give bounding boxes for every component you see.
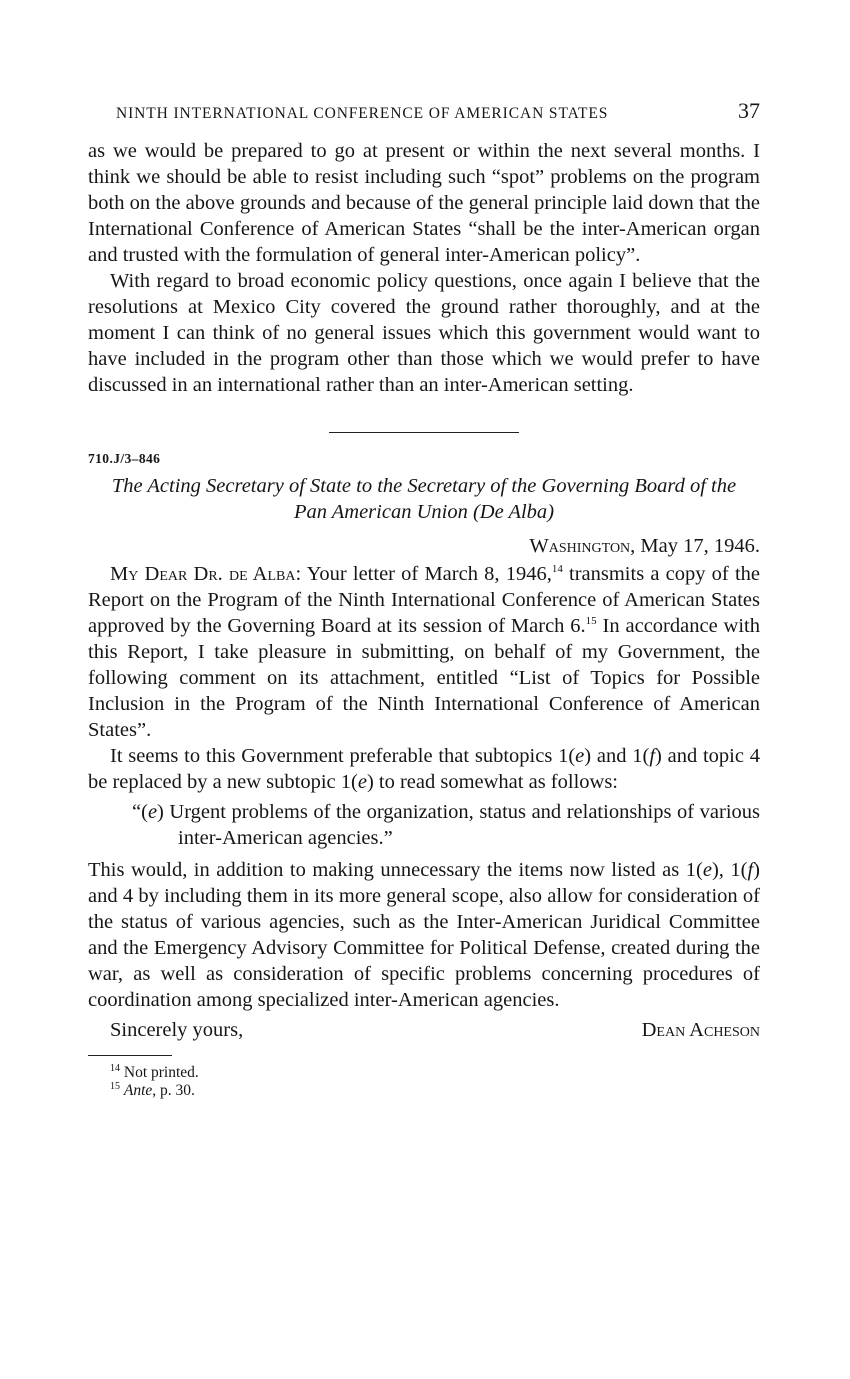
title-close: ) xyxy=(547,501,555,523)
subtopic-letter: f xyxy=(649,745,656,767)
footnote-rule xyxy=(88,1055,172,1056)
continuation-paragraph-1: as we would be prepared to go at present or within the next several months. I think we should be able to resist including such “spot” problems on the program both on the above grounds and because of the general principle laid down that the International Conference of American States “shall be the inter-American organ and trusted with the formulation of general inter-American policy”. xyxy=(88,140,760,266)
letter-text: transmits a copy of the Report on the Program of the Ninth International Conference of American States approved by the Governing Board at its session of March 6. xyxy=(88,563,760,637)
document-title xyxy=(88,473,760,525)
footnote-text: Not printed. xyxy=(120,1064,199,1081)
running-head xyxy=(88,98,760,124)
subtopic-letter: e xyxy=(147,801,158,823)
running-title: NINTH INTERNATIONAL CONFERENCE OF AMERICAN STATES xyxy=(116,105,609,122)
footnote-number: 15 xyxy=(110,1080,120,1092)
file-number: 710.J/3–846 xyxy=(88,451,161,466)
letter-text: In accordance with this Report, I take pleasure in submitting, on behalf of my Government, the following comment on its attachment, entitled “List of Topics for Possible Inclusion in the Program of the Ninth International Conference of American States”. xyxy=(88,615,760,741)
continuation-paragraph-2: With regard to broad economic policy questions, once again I believe that the resolutions at Mexico City covered the ground rather thoroughly, and at the moment I can think of no general issues which this government would want to have included in the program other than those which we would prefer to have discussed in an international rather than an inter-American setting. xyxy=(88,270,760,396)
signature: Dean Acheson xyxy=(641,1019,760,1041)
subtopic-letter: e xyxy=(575,745,585,767)
letter-text: It seems to this Government preferable that subtopics 1( xyxy=(110,745,576,767)
footnotes xyxy=(88,1064,760,1100)
letter-text: ) and 1( xyxy=(584,745,650,767)
title-name: De Alba xyxy=(479,501,548,523)
letter-text: ) and 4 by including them in its more general scope, also allow for consideration of the status of various agencies, such as the Inter-American Juridical Committee and the Emergency Advisory Committee for Political Defense, created during the war, as well as consideration of specific problems concerning procedures of coordination among specialized inter-American agencies. xyxy=(88,859,760,1011)
section-divider xyxy=(329,432,519,433)
footnote-text: , p. 30. xyxy=(152,1082,195,1099)
letter-text: This would, in addition to making unnecessary the items now listed as 1( xyxy=(88,859,703,881)
letter-text: : Your letter of March 8, 1946, xyxy=(295,563,552,585)
letter-text: ) and topic 4 be replaced by a new subtopic 1( xyxy=(88,745,760,793)
complimentary-close: Sincerely yours, xyxy=(110,1019,244,1041)
title-text: The Acting Secretary of State to the Secretary of the Governing Board of the Pan American Union ( xyxy=(111,475,737,523)
quote-text: ) Urgent problems of the organization, status and relationships of various inter-American agencies.” xyxy=(157,801,760,849)
dateline-place: Washington xyxy=(529,535,631,557)
footnote-14 xyxy=(110,1064,760,1082)
letter-text: ) to read somewhat as follows: xyxy=(366,771,619,793)
letter-paragraph-2 xyxy=(88,743,760,795)
subtopic-letter: e xyxy=(357,771,367,793)
dateline xyxy=(88,533,760,559)
letter-paragraph-3 xyxy=(88,857,760,1013)
subtopic-letter: e xyxy=(702,859,712,881)
subtopic-letter: f xyxy=(747,859,754,881)
footnote-number: 14 xyxy=(110,1062,120,1074)
document-page xyxy=(88,98,760,1100)
page-number: 37 xyxy=(738,98,760,123)
letter-closing xyxy=(88,1017,760,1043)
dateline-date: , May 17, 1946. xyxy=(630,535,760,557)
quote-open: “( xyxy=(132,801,148,823)
letter-paragraph-1 xyxy=(88,561,760,743)
footnote-ref-15: 15 xyxy=(585,615,597,628)
footnote-italic: Ante xyxy=(123,1082,153,1099)
salutation: My Dear Dr. de Alba xyxy=(110,563,296,585)
footnote-15 xyxy=(110,1082,760,1100)
proposed-subtopic-quote xyxy=(132,799,760,851)
letter-text: ), 1( xyxy=(711,859,748,881)
footnote-ref-14: 14 xyxy=(551,563,563,576)
